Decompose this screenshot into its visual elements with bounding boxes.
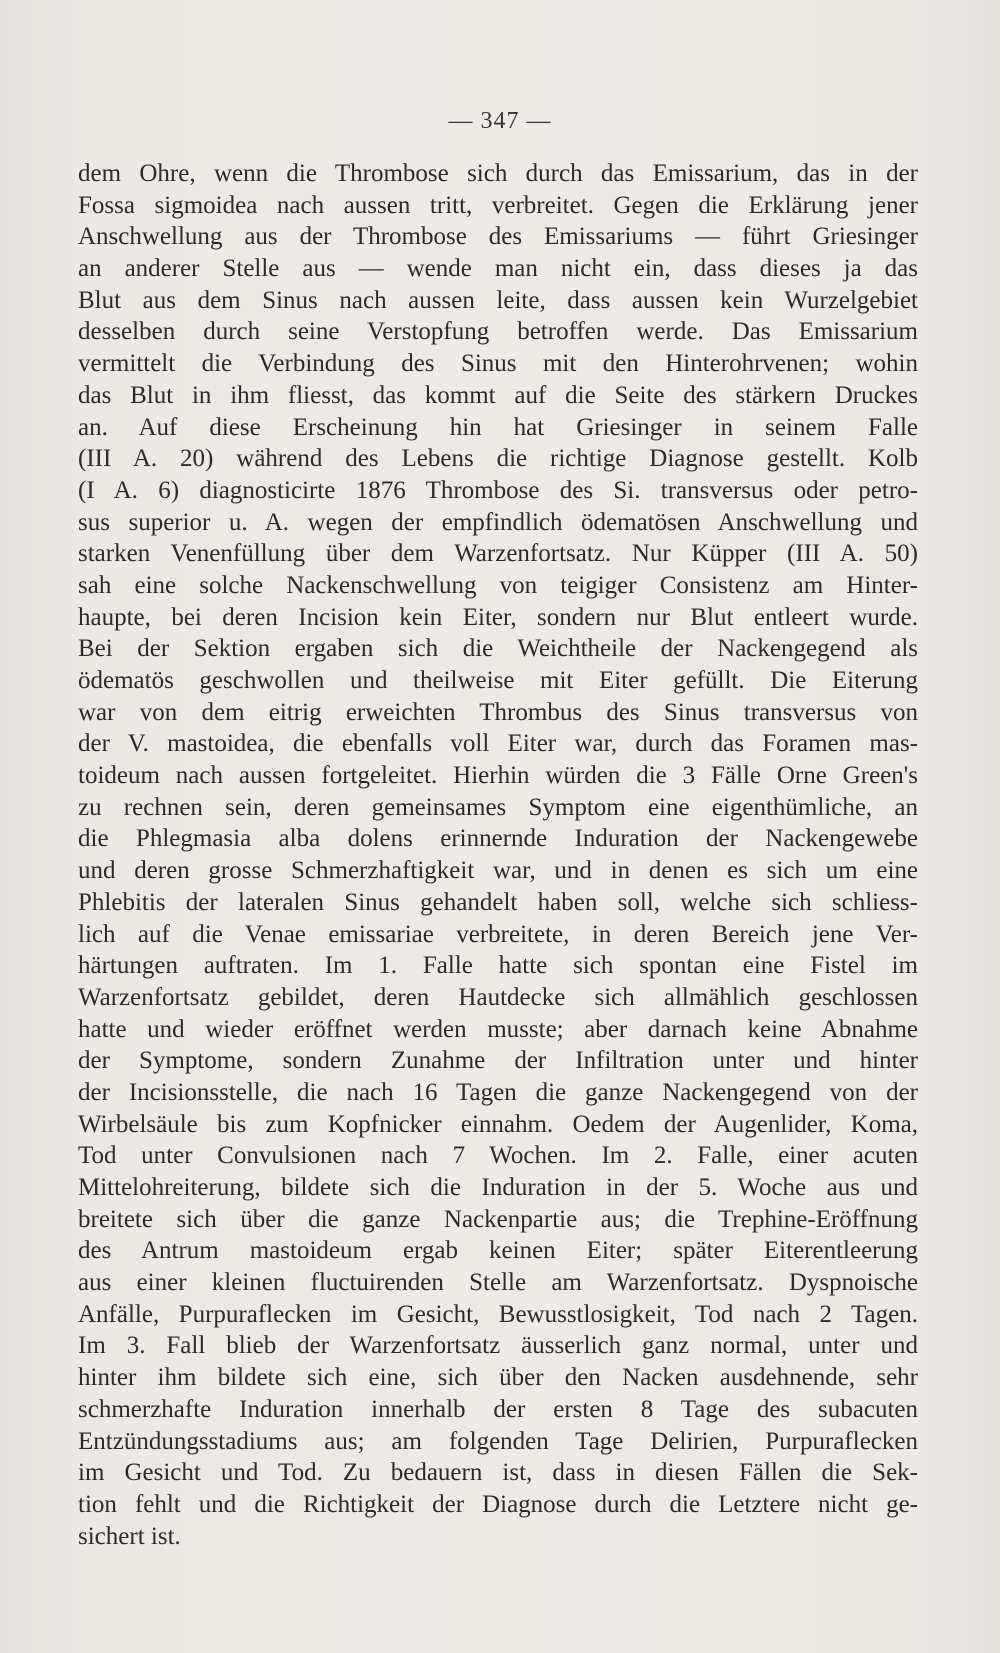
text-line: starken Venenfüllung über dem Warzenfortsatz. Nur Küpper (III A. 50) <box>78 540 918 568</box>
text-line: sichert ist. <box>78 1522 181 1550</box>
text-line: lich auf die Venae emissariae verbreitete, in deren Bereich jene Ver- <box>78 920 918 948</box>
text-line: Anschwellung aus der Thrombose des Emissariums — führt Griesinger <box>78 223 918 251</box>
text-line: hinter ihm bildete sich eine, sich über den Nacken ausdehnende, sehr <box>78 1364 918 1392</box>
text-line: Fossa sigmoidea nach aussen tritt, verbreitet. Gegen die Erklärung jener <box>78 191 918 219</box>
text-line: Mittelohreiterung, bildete sich die Induration in der 5. Woche aus und <box>78 1174 918 1201</box>
text-line: der Symptome, sondern Zunahme der Infiltration unter und hinter <box>78 1047 918 1075</box>
text-line: Anfälle, Purpuraflecken im Gesicht, Bewusstlosigkeit, Tod nach 2 Tagen. <box>78 1300 918 1328</box>
text-line: Warzenfortsatz gebildet, deren Hautdecke sich allmählich geschlossen <box>78 983 918 1011</box>
text-line: an. Auf diese Erscheinung hin hat Griesinger in seinem Falle <box>78 413 918 441</box>
text-line: Bei der Sektion ergaben sich die Weichtheile der Nackengegend als <box>78 635 918 663</box>
text-line: der Incisionsstelle, die nach 16 Tagen die ganze Nackengegend von der <box>78 1078 918 1106</box>
text-line: Wirbelsäule bis zum Kopfnicker einnahm. Oedem der Augenlider, Koma, <box>78 1110 918 1138</box>
text-line: sus superior u. A. wegen der empfindlich ödematösen Anschwellung und <box>78 508 918 536</box>
text-line: Entzündungsstadiums aus; am folgenden Tage Delirien, Purpuraflecken <box>78 1427 918 1455</box>
text-line: der V. mastoidea, die ebenfalls voll Eiter war, durch das Foramen mas- <box>78 730 918 758</box>
text-line: das Blut in ihm fliesst, das kommt auf die Seite des stärkern Druckes <box>78 381 918 409</box>
text-line: war von dem eitrig erweichten Thrombus des Sinus transversus von <box>78 698 918 726</box>
text-line: vermittelt die Verbindung des Sinus mit den Hinterohrvenen; wohin <box>78 350 918 378</box>
text-line: aus einer kleinen fluctuirenden Stelle am Warzenfortsatz. Dyspnoische <box>78 1269 918 1297</box>
text-line: breitete sich über die ganze Nackenpartie aus; die Trephine-Eröffnung <box>78 1205 918 1233</box>
text-line: toideum nach aussen fortgeleitet. Hierhin würden die 3 Fälle Orne Green's <box>78 762 918 790</box>
text-line: (III A. 20) während des Lebens die richtige Diagnose gestellt. Kolb <box>78 445 918 473</box>
page-number: — 347 — <box>448 108 552 134</box>
text-line: sah eine solche Nackenschwellung von teigiger Consistenz am Hinter- <box>78 571 918 599</box>
text-line: dem Ohre, wenn die Thrombose sich durch das Emissarium, das in der <box>78 160 918 187</box>
text-line: an anderer Stelle aus — wende man nicht ein, dass dieses ja das <box>78 255 918 283</box>
text-line: Im 3. Fall blieb der Warzenfortsatz äusserlich ganz normal, unter und <box>78 1332 918 1360</box>
text-line: schmerzhafte Induration innerhalb der ersten 8 Tage des subacuten <box>78 1395 918 1423</box>
text-line: desselben durch seine Verstopfung betroffen werde. Das Emissarium <box>78 318 918 346</box>
text-line: (I A. 6) diagnosticirte 1876 Thrombose des Si. transversus oder petro- <box>78 476 918 504</box>
text-line: hatte und wieder eröffnet werden musste; aber darnach keine Abnahme <box>78 1015 918 1043</box>
text-line: Phlebitis der lateralen Sinus gehandelt haben soll, welche sich schliess- <box>78 888 918 916</box>
text-line: haupte, bei deren Incision kein Eiter, sondern nur Blut entleert wurde. <box>78 603 918 631</box>
text-line: Tod unter Convulsionen nach 7 Wochen. Im 2. Falle, einer acuten <box>78 1142 918 1170</box>
body-text <box>78 158 918 1552</box>
text-line: des Antrum mastoideum ergab keinen Eiter; später Eiterentleerung <box>78 1237 918 1265</box>
text-line: tion fehlt und die Richtigkeit der Diagnose durch die Letztere nicht ge- <box>78 1490 918 1518</box>
text-line: Blut aus dem Sinus nach aussen leite, dass aussen kein Wurzelgebiet <box>78 286 918 314</box>
text-line: zu rechnen sein, deren gemeinsames Symptom eine eigenthümliche, an <box>78 793 918 821</box>
text-line: im Gesicht und Tod. Zu bedauern ist, dass in diesen Fällen die Sek- <box>78 1459 918 1487</box>
text-line: härtungen auftraten. Im 1. Falle hatte sich spontan eine Fistel im <box>78 952 918 980</box>
text-line: ödematös geschwollen und theilweise mit Eiter gefüllt. Die Eiterung <box>78 667 918 694</box>
text-line: und deren grosse Schmerzhaftigkeit war, und in denen es sich um eine <box>78 857 918 885</box>
text-line: die Phlegmasia alba dolens erinnernde Induration der Nackengewebe <box>78 825 918 853</box>
